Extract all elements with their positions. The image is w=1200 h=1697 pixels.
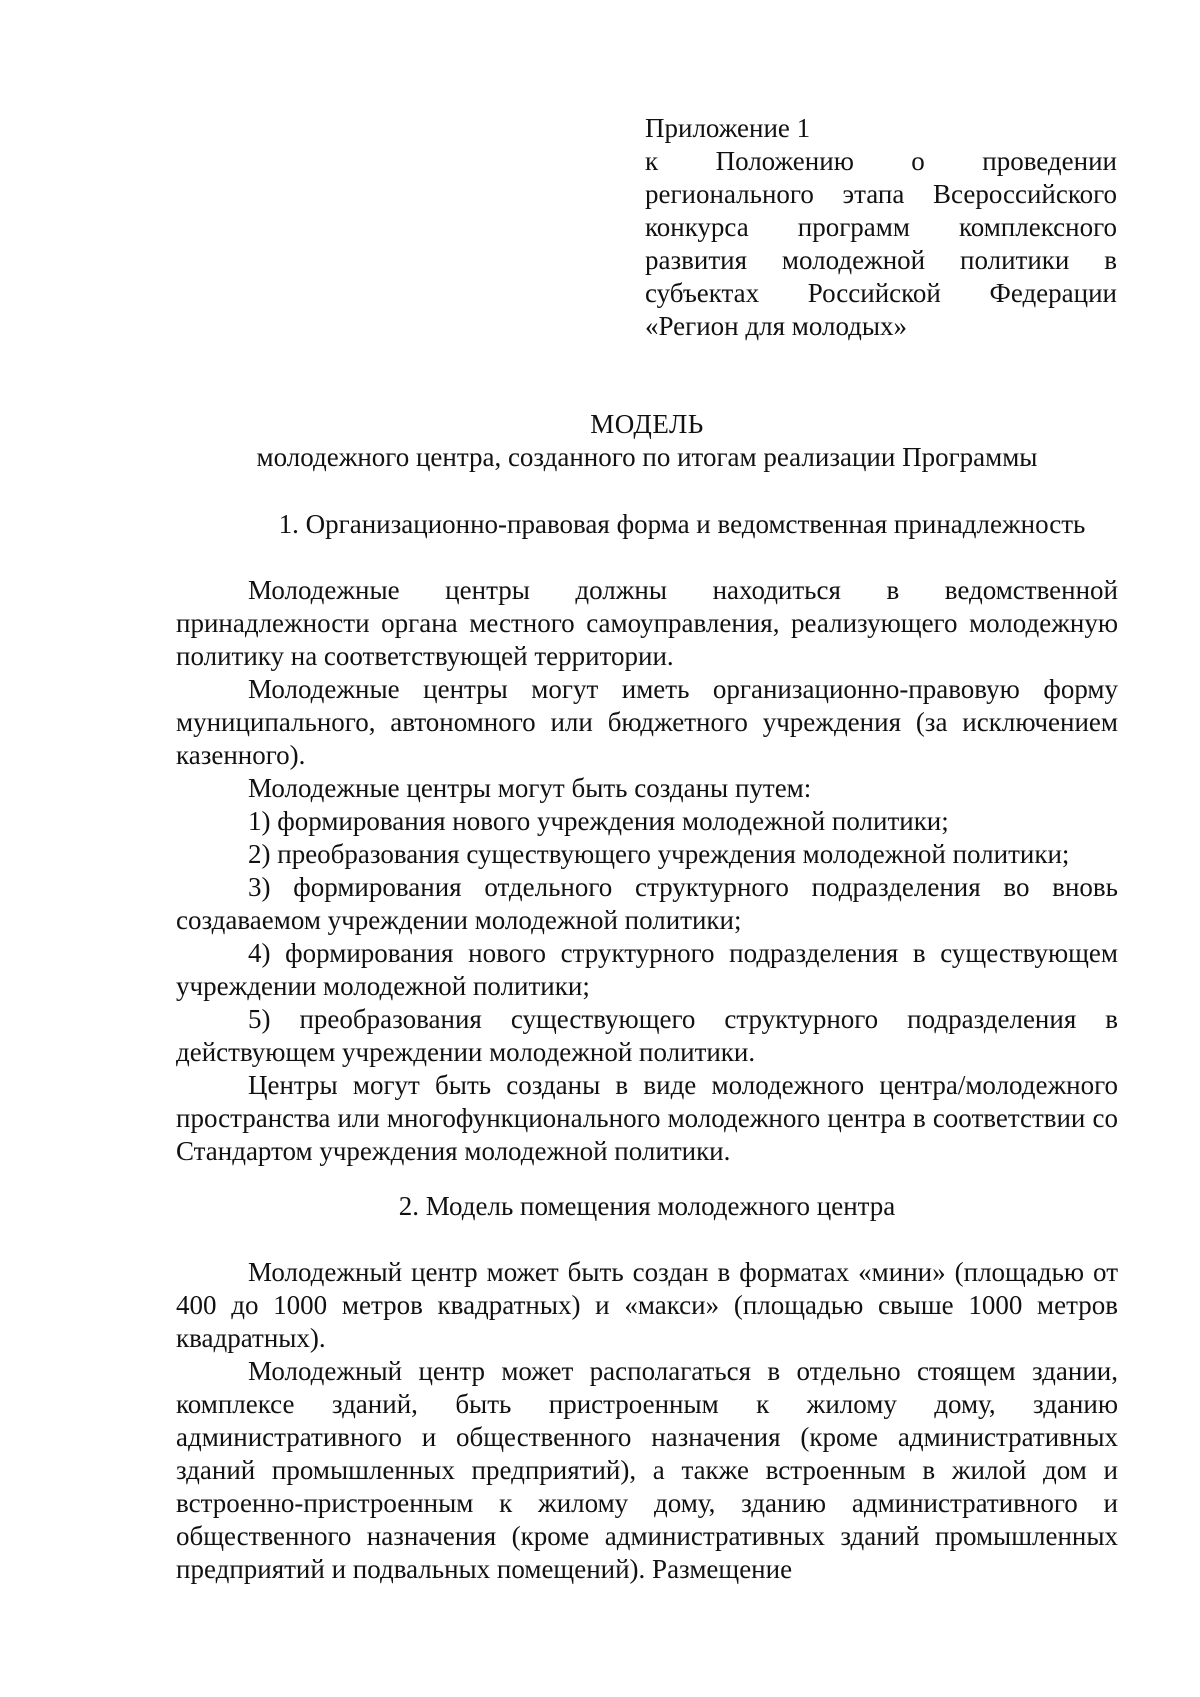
annex-line: регионального этапа Всероссийского <box>645 179 1117 209</box>
paragraph: Молодежные центры могут быть созданы путем: <box>248 773 812 803</box>
paragraph: Молодежный центр может быть создан в форматах «мини» (площадью от 400 до 1000 метров квадратных) и «макси» (площадью свыше 1000 метров квадратных). <box>176 1257 1118 1353</box>
paragraph: Молодежные центры могут иметь организационно-правовую форму муниципального, автономного или бюджетного учреждения (за исключением казенного). <box>176 674 1118 770</box>
list-item: 4) формирования нового структурного подразделения в существующем учреждении молодежной политики; <box>176 938 1118 1001</box>
section-1-body <box>176 574 1118 1168</box>
annex-line: развития молодежной политики в <box>645 245 1117 275</box>
annex-line: конкурса программ комплексного <box>645 212 1117 242</box>
list-item: 1) формирования нового учреждения молодежной политики; <box>248 806 949 836</box>
document-title <box>176 408 1118 474</box>
annex-line: к Положению о проведении <box>645 146 1117 176</box>
list-item: 2) преобразования существующего учреждения молодежной политики; <box>248 839 1070 869</box>
annex-line: субъектах Российской Федерации <box>645 278 1117 308</box>
paragraph: Молодежный центр может располагаться в отдельно стоящем здании, комплексе зданий, быть пристроенным к жилому дому, зданию административного и общественного назначения (кроме административных зданий промышленных предприятий), а также встроенным в жилой дом и встроенно-пристроенным к жилому дому, зданию административного и общественного назначения (кроме административных зданий промышленных предприятий и подвальных помещений). Размещение <box>176 1356 1118 1584</box>
annex-line: Приложение 1 <box>645 113 811 143</box>
section-heading-2: 2. Модель помещения молодежного центра <box>398 1191 896 1221</box>
section-heading-1: 1. Организационно-правовая форма и ведомственная принадлежность <box>278 509 1086 539</box>
annex-line: «Регион для молодых» <box>645 311 908 341</box>
paragraph: Центры могут быть созданы в виде молодежного центра/молодежного пространства или многофункционального молодежного центра в соответствии со Стандартом учреждения молодежной политики. <box>176 1070 1118 1166</box>
paragraph: Молодежные центры должны находиться в ведомственной принадлежности органа местного самоуправления, реализующего молодежную политику на соответствующей территории. <box>176 575 1118 671</box>
list-item: 3) формирования отдельного структурного подразделения во вновь создаваемом учреждении молодежной политики; <box>176 872 1118 935</box>
annex-block <box>645 112 1117 343</box>
list-item: 5) преобразования существующего структурного подразделения в действующем учреждении молодежной политики. <box>176 1004 1118 1067</box>
title-main: МОДЕЛЬ <box>590 409 704 439</box>
section-2-body <box>176 1256 1118 1586</box>
title-subtitle: молодежного центра, созданного по итогам реализации Программы <box>256 442 1038 472</box>
